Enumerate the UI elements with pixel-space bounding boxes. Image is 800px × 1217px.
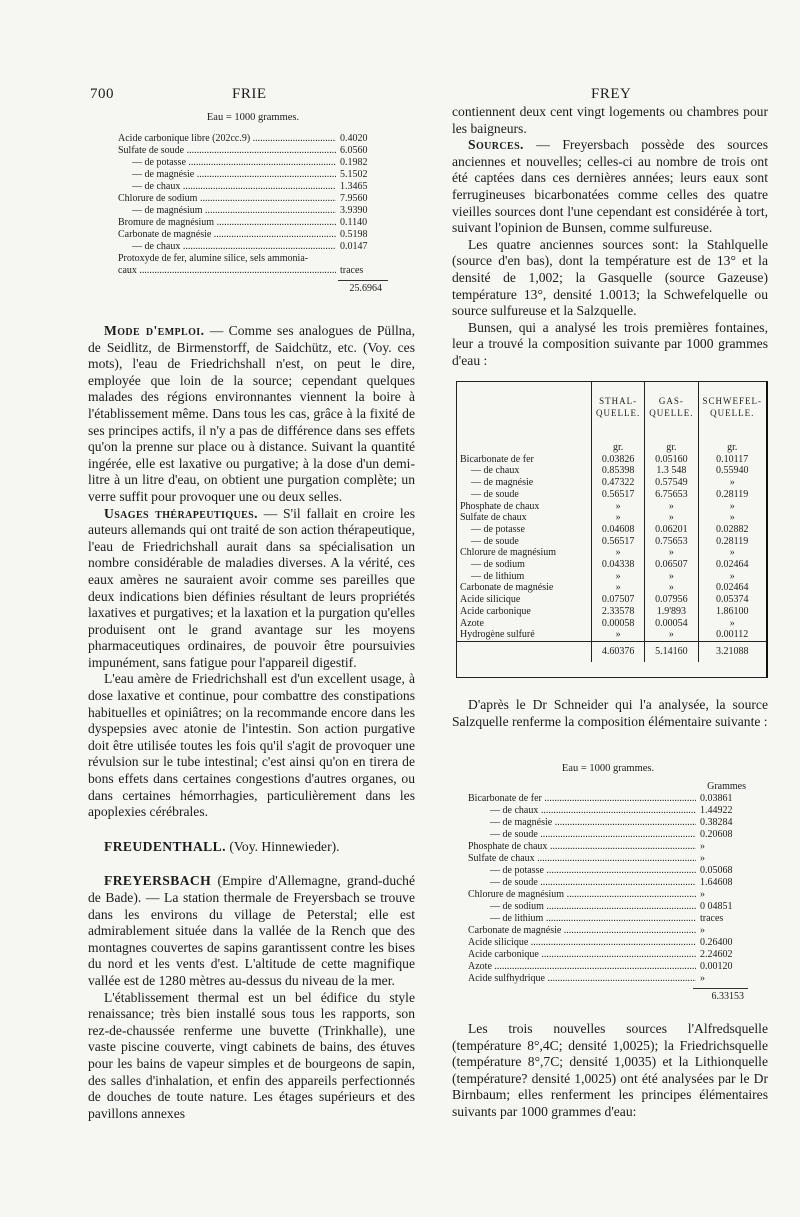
table-row bbox=[468, 961, 748, 973]
bunsen-col-gas: GAS-QUELLE. bbox=[645, 382, 698, 434]
row-label: — de magnésium ..... bbox=[118, 205, 336, 217]
text-usages: — S'il fallait en croire les auteurs allemands qui ont traité de son action thérapeutique, l'eau de Friedrichshall aurait dans sa spécialisation un nombre considérable de maladies diverses. A la vérité, ces eaux amères ne sauraient avoir comme ses pareilles que deux indications bien définies résultant de leurs propriétés laxatives et purgatives; et la laxation et la purgation qu'elles produisent ont le grand avantage sur les moyens pharmaceutiques ordinaires, de pouvoir être poursuivies impunément, sans fatigue pour l'appareil digestif. bbox=[88, 505, 415, 670]
row-value: 0.05160 bbox=[645, 454, 698, 466]
table-row bbox=[457, 582, 766, 594]
row-value: 0.1982 bbox=[340, 157, 368, 168]
table-row bbox=[468, 973, 748, 985]
table-row bbox=[118, 193, 388, 205]
row-value: » bbox=[645, 512, 698, 524]
row-label: Azote bbox=[460, 617, 484, 629]
table-row bbox=[457, 501, 766, 513]
row-label: — de potasse ..... bbox=[118, 157, 336, 169]
bunsen-col-schwefel: SCHWEFEL-QUELLE. bbox=[698, 382, 766, 434]
row-value: traces bbox=[700, 913, 724, 924]
bunsen-unit-spacer bbox=[457, 434, 592, 454]
bunsen-total: 3.21088 bbox=[698, 641, 766, 661]
row-label: Hydrogène sulfuré bbox=[460, 629, 535, 641]
table-row bbox=[457, 571, 766, 583]
row-label: — de chaux ..... bbox=[118, 181, 336, 193]
row-label: — de chaux ..... bbox=[468, 805, 696, 817]
bunsen-unit-label: gr. bbox=[645, 434, 698, 454]
paragraph-mode-emploi bbox=[88, 323, 415, 506]
row-value: 6.0560 bbox=[340, 145, 368, 156]
row-label: — de chaux bbox=[471, 465, 520, 477]
schneider-total: 6.33153 bbox=[711, 991, 744, 1002]
row-value: 1.3 548 bbox=[645, 465, 698, 477]
row-value: » bbox=[592, 512, 645, 524]
row-label: Carbonate de magnésie ..... bbox=[468, 925, 696, 937]
row-value: 0.07507 bbox=[592, 594, 645, 606]
table-row bbox=[468, 937, 748, 949]
row-value: 0 04851 bbox=[700, 901, 733, 912]
heading-freudenthall: FREUDENTHALL. bbox=[104, 838, 226, 854]
row-label: Chlorure de magnésium ..... bbox=[468, 889, 696, 901]
table-row bbox=[457, 594, 766, 606]
table-row bbox=[118, 157, 388, 169]
row-value: 0.00054 bbox=[645, 618, 698, 630]
row-value: 0.5198 bbox=[340, 229, 368, 240]
row-value: » bbox=[698, 618, 766, 630]
heading-sources: Sources. bbox=[468, 137, 524, 153]
row-value: 0.28119 bbox=[698, 489, 766, 501]
row-value: » bbox=[645, 571, 698, 583]
paragraph-bunsen: Bunsen, qui a analysé les trois premières fontaines, leur a trouvé la composition suivante par 1000 grammes d'eau : bbox=[452, 319, 768, 368]
row-value: traces bbox=[340, 265, 364, 276]
row-label: Carbonate de magnésie bbox=[460, 582, 554, 594]
row-label: Bicarbonate de fer bbox=[460, 453, 534, 465]
row-value: » bbox=[698, 501, 766, 513]
paragraph-freyersbach bbox=[88, 873, 415, 989]
row-value: » bbox=[645, 501, 698, 513]
row-value: 5.1502 bbox=[340, 169, 368, 180]
row-value: 1.3465 bbox=[340, 181, 368, 192]
table-row bbox=[468, 865, 748, 877]
row-value: 0.04608 bbox=[592, 524, 645, 536]
schneider-table bbox=[468, 763, 748, 1003]
row-label: Protoxyde de fer, alumine silice, sels ammonia- bbox=[118, 253, 309, 264]
row-value: 0.56517 bbox=[592, 536, 645, 548]
text-sources: — Freyersbach possède des sources anciennes et nouvelles; celles-ci au nombre de trois ont été captées dans ces dernières années; leurs eaux sont ferrugineuses bicarbonatées comme celles des quatre vieilles sources dont l'une cependant est considérée à tort, suivant l'opinion de Bunsen, comme sulfureuse. bbox=[452, 137, 769, 236]
row-value: » bbox=[645, 582, 698, 594]
row-value: 7.9560 bbox=[340, 193, 368, 204]
table-row bbox=[457, 629, 766, 641]
row-value: 1.64608 bbox=[700, 877, 733, 888]
row-label: — de lithium ..... bbox=[468, 913, 696, 925]
table-row bbox=[457, 536, 766, 548]
table-row bbox=[468, 805, 748, 817]
row-value: 0.05068 bbox=[700, 865, 733, 876]
row-value: 0.02882 bbox=[698, 524, 766, 536]
bunsen-table-body bbox=[457, 434, 766, 662]
row-label: Carbonate de magnésie ..... bbox=[118, 229, 336, 241]
schneider-unit: Grammes bbox=[707, 781, 746, 792]
running-title-left: FRIE bbox=[232, 86, 267, 102]
row-label: Chlorure de magnésium bbox=[460, 547, 557, 559]
row-label: Acide silicique ..... bbox=[468, 937, 696, 949]
row-value: 0.02464 bbox=[698, 582, 766, 594]
left-table-rows bbox=[118, 133, 388, 277]
right-text-column-bottom bbox=[452, 1021, 768, 1121]
row-label: — de magnésie ..... bbox=[468, 817, 696, 829]
row-label: Azote ..... bbox=[468, 961, 696, 973]
row-value: 0.20608 bbox=[700, 829, 733, 840]
left-text-column bbox=[88, 323, 415, 1122]
row-value: 0.85398 bbox=[592, 465, 645, 477]
row-value: » bbox=[592, 582, 645, 594]
table-row bbox=[457, 512, 766, 524]
table-row bbox=[468, 925, 748, 937]
row-value: » bbox=[592, 629, 645, 641]
row-label: — de potasse bbox=[471, 523, 525, 535]
bunsen-label-header bbox=[457, 382, 592, 434]
bunsen-total: 4.60376 bbox=[592, 641, 645, 661]
row-value: 6.75653 bbox=[645, 489, 698, 501]
bunsen-total: 5.14160 bbox=[645, 641, 698, 661]
row-label: Sulfate de chaux ..... bbox=[468, 853, 696, 865]
row-value: 0.05374 bbox=[698, 594, 766, 606]
row-label: — de soude ..... bbox=[468, 877, 696, 889]
row-value: 0.00058 bbox=[592, 618, 645, 630]
text-freyersbach: (Empire d'Allemagne, grand-duché de Bade). — La station thermale de Freyersbach se trouve dans les environs du village de Peterstal; elle est admirablement située dans la vallée de la Rench que des montagnes couvertes de sapins garantissent contre les bises du nord et les vents d'est. L'altitude de cette magnifique vallée est de 1280 mètres au-dessus du niveau de la mer. bbox=[88, 873, 415, 988]
bunsen-analysis-table bbox=[456, 381, 768, 678]
left-table-total: 25.6964 bbox=[349, 283, 382, 294]
table-row bbox=[468, 817, 748, 829]
row-value: » bbox=[700, 853, 705, 864]
bunsen-unit-label: gr. bbox=[698, 434, 766, 454]
bunsen-total-spacer bbox=[457, 641, 592, 661]
row-value: » bbox=[645, 629, 698, 641]
paragraph-logements: contiennent deux cent vingt logements ou chambres pour les baigneurs. bbox=[452, 104, 768, 136]
row-value: 0.0147 bbox=[340, 241, 368, 252]
row-value: » bbox=[592, 547, 645, 559]
row-label: — de magnésie bbox=[471, 477, 534, 489]
table-row bbox=[457, 465, 766, 477]
schneider-total-rule bbox=[693, 988, 748, 989]
row-value: 0.06507 bbox=[645, 559, 698, 571]
row-label: caux ..... bbox=[118, 265, 336, 277]
row-value: 0.03861 bbox=[700, 793, 733, 804]
table-row bbox=[468, 829, 748, 841]
row-label: Acide carbonique bbox=[460, 605, 531, 617]
bunsen-table bbox=[457, 382, 766, 662]
row-label: Acide sulfhydrique ..... bbox=[468, 973, 696, 985]
row-value: 0.04338 bbox=[592, 559, 645, 571]
row-label: — de lithium bbox=[471, 570, 525, 582]
table-row bbox=[457, 547, 766, 559]
table-row bbox=[468, 853, 748, 865]
table-row bbox=[457, 489, 766, 501]
heading-freyersbach: FREYERSBACH bbox=[104, 873, 212, 889]
row-label: Phosphate de chaux bbox=[460, 500, 540, 512]
row-label: — de sodium ..... bbox=[468, 901, 696, 913]
row-label: Acide carbonique libre (202cc.9) ..... bbox=[118, 133, 336, 145]
paragraph-usages bbox=[88, 506, 415, 672]
table-row bbox=[118, 229, 388, 241]
right-text-column-middle bbox=[452, 697, 768, 730]
row-value: 0.4020 bbox=[340, 133, 368, 144]
row-value: » bbox=[698, 571, 766, 583]
row-value: » bbox=[698, 547, 766, 559]
row-value: 0.57549 bbox=[645, 477, 698, 489]
row-label: — de chaux ..... bbox=[118, 241, 336, 253]
table-row bbox=[118, 241, 388, 253]
table-row bbox=[468, 793, 748, 805]
row-value: » bbox=[592, 501, 645, 513]
row-label: — de soude bbox=[471, 488, 519, 500]
schneider-table-rows bbox=[468, 793, 748, 985]
row-label: Bicarbonate de fer ..... bbox=[468, 793, 696, 805]
row-value: 2.24602 bbox=[700, 949, 733, 960]
row-label: — de magnésie ..... bbox=[118, 169, 336, 181]
heading-usages: Usages thérapeutiques. bbox=[104, 505, 258, 521]
table-row bbox=[468, 841, 748, 853]
row-value: 1.44922 bbox=[700, 805, 733, 816]
paragraph-sources bbox=[452, 137, 768, 237]
row-value: 1.86100 bbox=[698, 606, 766, 618]
heading-mode-emploi: Mode d'emploi. bbox=[104, 323, 205, 338]
row-value: 0.47322 bbox=[592, 477, 645, 489]
table-row bbox=[468, 877, 748, 889]
paragraph-anciennes-sources: Les quatre anciennes sources sont: la Stahlquelle (source d'en bas), dont la température est de 13° et la densité de 1,002; la Gasquelle (source Gazeuse) température 13°, densité 1.0013; la Schwefelquelle ou source sulfureuse et la Salzquelle. bbox=[452, 236, 768, 319]
row-value: » bbox=[698, 512, 766, 524]
row-value: » bbox=[645, 547, 698, 559]
row-value: 0.00112 bbox=[698, 629, 766, 641]
running-title-right: FREY bbox=[591, 86, 632, 102]
paragraph-nouvelles-sources: Les trois nouvelles sources l'Alfredsquelle (température 8°,4C; densité 1,0025); la Friedrichsquelle (température 8°,7C; densité 1,0035) et la Lithionquelle (température? densité 1,0025) ont été analysées par le Dr Birnbaum; elles renferment les principes élémentaires suivants par 1000 grammes d'eau: bbox=[452, 1021, 768, 1119]
table-row bbox=[457, 559, 766, 571]
row-value: » bbox=[700, 889, 705, 900]
table-row bbox=[457, 524, 766, 536]
page-number: 700 bbox=[90, 86, 114, 102]
table-row bbox=[118, 145, 388, 157]
row-value: » bbox=[700, 841, 705, 852]
table-row bbox=[457, 477, 766, 489]
paragraph-freudenthall bbox=[88, 839, 415, 856]
row-value: 0.56517 bbox=[592, 489, 645, 501]
row-label: — de potasse ..... bbox=[468, 865, 696, 877]
row-value: » bbox=[700, 925, 705, 936]
table-row bbox=[468, 949, 748, 961]
row-value: 0.06201 bbox=[645, 524, 698, 536]
table-row bbox=[118, 133, 388, 145]
row-label: Sulfate de chaux bbox=[460, 512, 527, 524]
row-value: 1.9'893 bbox=[645, 606, 698, 618]
right-text-column-top bbox=[452, 104, 768, 370]
row-value: 2.33578 bbox=[592, 606, 645, 618]
row-value: 3.9390 bbox=[340, 205, 368, 216]
table-row bbox=[118, 205, 388, 217]
paragraph-eau-amere: L'eau amère de Friedrichshall est d'un excellent usage, à dose laxative et continue, pour combattre des constipations habituelles et opiniâtres; on la recommande encore dans les dyspepsies avec atonie de l'intestin. Son action purgative doit être utilisée toutes les fois qu'il s'agit de provoquer une révulsion sur le tube intestinal; c'est ainsi qu'on en tirera de bons effets dans certaines congestions d'autres organes, ou dans certaines hémorrhagies, particulièrement dans les apoplexies cérébrales. bbox=[88, 671, 415, 820]
row-label: — de sodium bbox=[471, 559, 525, 571]
table-row bbox=[118, 217, 388, 229]
row-label: Chlorure de sodium ..... bbox=[118, 193, 336, 205]
row-value: 0.26400 bbox=[700, 937, 733, 948]
row-value: 0.10117 bbox=[698, 454, 766, 466]
row-label: Phosphate de chaux ..... bbox=[468, 841, 696, 853]
table-row bbox=[457, 454, 766, 466]
left-table-caption: Eau = 1000 grammes. bbox=[206, 112, 300, 123]
row-value: 0.75653 bbox=[645, 536, 698, 548]
row-label: Acide carbonique ..... bbox=[468, 949, 696, 961]
table-row bbox=[468, 913, 748, 925]
row-value: 0.38284 bbox=[700, 817, 733, 828]
row-label: Bromure de magnésium ..... bbox=[118, 217, 336, 229]
row-value: 0.02464 bbox=[698, 559, 766, 571]
row-value: 0.07956 bbox=[645, 594, 698, 606]
table-row bbox=[118, 253, 388, 265]
left-table-total-rule bbox=[338, 280, 388, 281]
row-label: Sulfate de soude ..... bbox=[118, 145, 336, 157]
paragraph-schneider: D'après le Dr Schneider qui l'a analysée, la source Salzquelle renferme la composition élémentaire suivante : bbox=[452, 697, 768, 729]
row-value: 0.1140 bbox=[340, 217, 368, 228]
row-value: 0.28119 bbox=[698, 536, 766, 548]
row-label: Acide silicique bbox=[460, 594, 521, 606]
row-value: » bbox=[698, 477, 766, 489]
bunsen-col-sthal: STHAL-QUELLE. bbox=[592, 382, 645, 434]
paragraph-etablissement: L'établissement thermal est un bel édifice du style renaissance; très bien installé sous tous les rapports, son rez-de-chaussée renferme une buvette (Trinkhalle), une vaste piscine couverte, vingt cabinets de bains, des étuves pour les bains de vapeur simples et de bourgeons de sapin, des salles d'inhalation, et enfin des appareils perfectionnés de douches de toute nature. Les étages supérieurs et des pavillons annexes bbox=[88, 989, 415, 1121]
schneider-table-caption: Eau = 1000 grammes. bbox=[561, 763, 655, 774]
table-row bbox=[457, 606, 766, 618]
table-row bbox=[118, 265, 388, 277]
row-value: » bbox=[592, 571, 645, 583]
row-value: » bbox=[700, 973, 705, 984]
row-value: 0.03826 bbox=[592, 454, 645, 466]
text-mode-emploi: — Comme ses analogues de Püllna, de Seidlitz, de Birmenstorff, de Saidchütz, etc. (Voy. ces mots), l'eau de Friedrichshall n'est, on peut le dire, employée que loin de la source; cependant quelques malades des régions environnantes viennent la boire à l'établissement même. Dans tous les cas, grâce à la fixité de ses principes actifs, il n'y a pas de différence dans ses effets qu'on la prenne sur place ou à distance. Suivant la quantité ingérée, elle est laxative ou purgative; à la dose d'un demi-litre à un litre d'eau, on obtient une purgation complète; un verre suffit pour provoquer une ou deux selles. bbox=[88, 323, 415, 504]
table-row bbox=[457, 618, 766, 630]
table-row bbox=[468, 889, 748, 901]
text-freudenthall: (Voy. Hinnewieder). bbox=[229, 838, 340, 854]
row-value: 0.00120 bbox=[700, 961, 733, 972]
row-label: — de soude bbox=[471, 535, 519, 547]
table-row bbox=[118, 181, 388, 193]
left-composition-table bbox=[118, 112, 388, 295]
row-value: 0.55940 bbox=[698, 465, 766, 477]
table-row bbox=[468, 901, 748, 913]
table-row bbox=[118, 169, 388, 181]
bunsen-unit-label: gr. bbox=[592, 434, 645, 454]
row-label: — de soude ..... bbox=[468, 829, 696, 841]
